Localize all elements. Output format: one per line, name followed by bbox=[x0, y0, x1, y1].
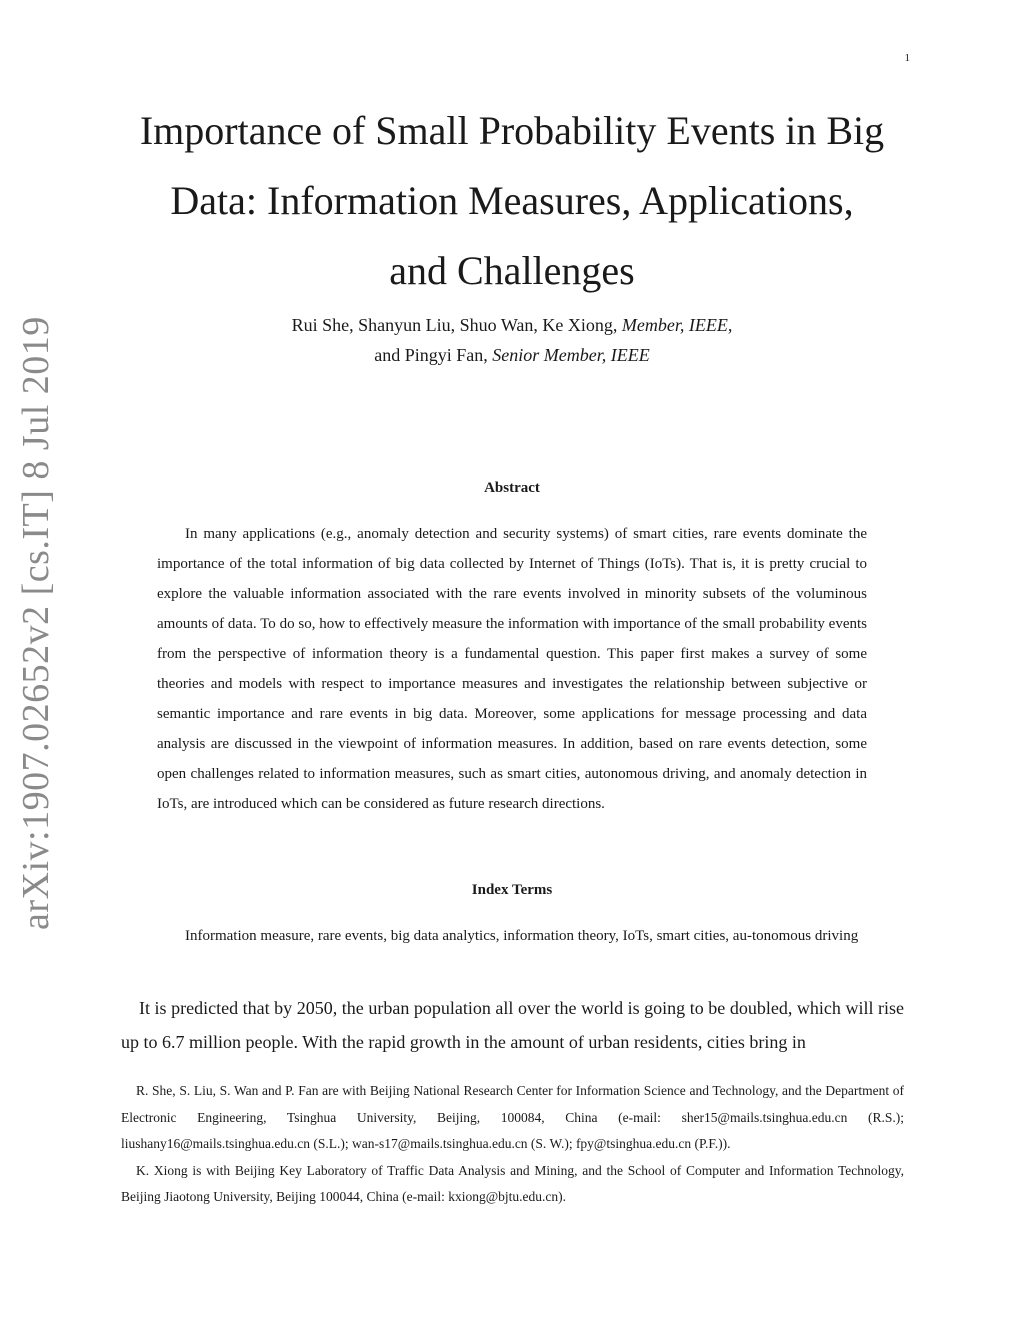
author-names-2: and Pingyi Fan, bbox=[374, 345, 488, 365]
author-line-1 bbox=[100, 310, 924, 340]
author-role-2: Senior Member, IEEE bbox=[492, 345, 650, 365]
title-line-1: Importance of Small Probability Events in Big bbox=[139, 108, 885, 153]
arxiv-identifier-stamp: arXiv:1907.02652v2 [cs.IT] 8 Jul 2019 bbox=[15, 316, 57, 930]
title-line-3: and Challenges bbox=[389, 248, 635, 293]
author-affiliation-footnotes bbox=[121, 1078, 904, 1211]
author-role-1: Member, IEEE, bbox=[621, 315, 733, 335]
footnote-affiliation-1: R. She, S. Liu, S. Wan and P. Fan are with Beijing National Research Center for Information Science and Technology, and the Department of Electronic Engineering, Tsinghua University, Beijing, 100084, China (e-mail: sher15@mails.tsinghua.edu.cn (R.S.); liushany16@mails.tsinghua.edu.cn (S.L.); wan-s17@mails.tsinghua.edu.cn (S. W.); fpy@tsinghua.edu.cn (P.F.)). bbox=[121, 1083, 904, 1151]
author-line-2 bbox=[100, 340, 924, 370]
author-names-1: Rui She, Shanyun Liu, Shuo Wan, Ke Xiong, bbox=[291, 315, 618, 335]
introduction-paragraph: It is predicted that by 2050, the urban population all over the world is going to be doubled, which will rise up to 6.7 million people. With the rapid growth in the amount of urban residents, cities bring in bbox=[121, 998, 904, 1052]
title-line-2: Data: Information Measures, Applications, bbox=[170, 178, 854, 223]
index-terms-heading: Index Terms bbox=[471, 882, 553, 898]
abstract-text: In many applications (e.g., anomaly detection and security systems) of smart cities, rare events dominate the importance of the total information of big data collected by Internet of Things (IoTs). That is, it is pretty crucial to explore the valuable information associated with the rare events involved in minority subsets of the voluminous amounts of data. To do so, how to effectively measure the information with importance of the small probability events from the perspective of information theory is a fundamental question. This paper first makes a survey of some theories and models with respect to importance measures and investigates the relationship between subjective or semantic importance and rare events in big data. Moreover, some applications for message processing and data analysis are discussed in the viewpoint of information measures. In addition, based on rare events detection, some open challenges related to information measures, such as smart cities, autonomous driving, and anomaly detection in IoTs, are introduced which can be considered as future research directions. bbox=[157, 526, 867, 812]
footnote-affiliation-2: K. Xiong is with Beijing Key Laboratory of Traffic Data Analysis and Mining, and the School of Computer and Information Technology, Beijing Jiaotong University, Beijing 100044, China (e-mail: kxiong@bjtu.edu.cn). bbox=[121, 1162, 904, 1204]
abstract-heading: Abstract bbox=[484, 480, 540, 496]
page-number: 1 bbox=[904, 52, 910, 64]
paper-title bbox=[100, 96, 924, 306]
author-block bbox=[100, 310, 924, 370]
index-terms-text: Information measure, rare events, big data analytics, information theory, IoTs, smart cities, au-tonomous driving bbox=[185, 928, 859, 944]
